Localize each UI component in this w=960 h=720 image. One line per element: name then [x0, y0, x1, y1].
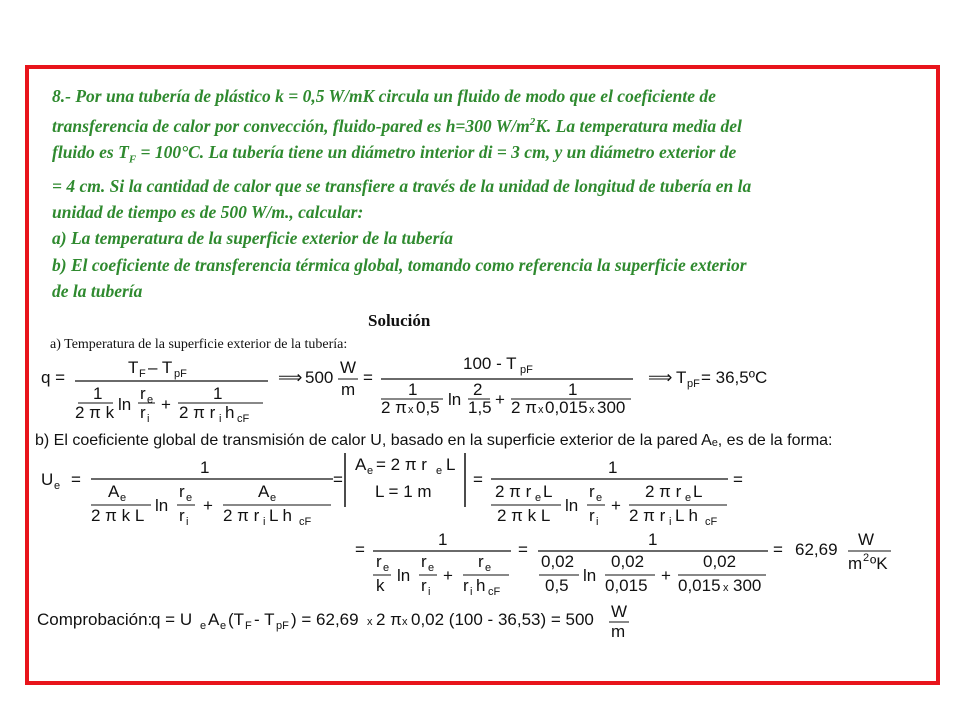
svg-text:+: + — [495, 390, 505, 409]
svg-text:ln: ln — [155, 496, 169, 515]
svg-text:W: W — [858, 530, 875, 549]
problem-line-7: b) El coeficiente de transferencia térmica global, tomando como referencia la superficie exterior — [52, 254, 747, 275]
svg-text:cF: cF — [705, 516, 718, 528]
svg-text:q = U: q = U — [151, 610, 193, 629]
svg-text:T: T — [128, 358, 139, 377]
svg-text:A: A — [108, 482, 120, 501]
svg-text:2: 2 — [473, 380, 483, 399]
svg-text:= 2 π r: = 2 π r — [376, 455, 427, 474]
svg-text:+: + — [203, 496, 213, 515]
svg-text:cF: cF — [237, 413, 250, 425]
svg-text:e: e — [186, 492, 193, 504]
svg-text:L = 1 m: L = 1 m — [375, 482, 432, 501]
svg-text:=: = — [355, 540, 365, 559]
svg-text:A: A — [258, 482, 270, 501]
svg-text:x: x — [723, 582, 729, 594]
svg-text:ºK: ºK — [870, 554, 888, 573]
svg-text:q =: q = — [41, 368, 66, 387]
equations-image — [33, 355, 923, 655]
svg-text:T: T — [676, 368, 687, 387]
svg-text:x: x — [589, 404, 595, 416]
svg-text:2 π: 2 π — [381, 398, 407, 417]
svg-text:+: + — [611, 496, 621, 515]
svg-text:(T: (T — [228, 610, 245, 629]
svg-text:i: i — [186, 516, 189, 528]
svg-text:e: e — [120, 492, 127, 504]
svg-text:i: i — [263, 516, 266, 528]
svg-text:L: L — [446, 455, 456, 474]
svg-text:r: r — [589, 506, 595, 525]
svg-text:0,015: 0,015 — [545, 398, 588, 417]
svg-text:1: 1 — [408, 380, 418, 399]
svg-text:e: e — [220, 620, 227, 632]
problem-line-2: transferencia de calor por convección, fluido-pared es h=300 $W/m^2K$. La temperatura media del — [52, 116, 742, 137]
svg-text:⟹: ⟹ — [278, 368, 303, 387]
svg-text:0,015: 0,015 — [605, 576, 648, 595]
svg-text:1: 1 — [568, 380, 578, 399]
svg-text:0,015: 0,015 — [678, 576, 721, 595]
svg-text:1: 1 — [93, 384, 103, 403]
problem-line-8: de la tubería — [52, 280, 143, 301]
svg-text:L: L — [693, 482, 703, 501]
svg-text:pF: pF — [520, 364, 533, 376]
svg-text:2 π: 2 π — [376, 610, 402, 629]
svg-text:– T: – T — [148, 358, 173, 377]
svg-text:r: r — [421, 576, 427, 595]
svg-text:=: = — [518, 540, 528, 559]
svg-text:ln: ln — [583, 566, 597, 585]
problem-line-6: a) La temperatura de la superficie exterior de la tubería — [52, 228, 453, 249]
svg-text:i: i — [219, 413, 222, 425]
svg-text:2 π k L: 2 π k L — [497, 506, 551, 525]
problem-line-3: fluido es $T_F = 100^\circ C$. La tubería tiene un diámetro interior di = 3 cm, y un diámetro exterior de — [52, 142, 737, 166]
svg-text:+: + — [443, 566, 453, 585]
svg-text:x: x — [408, 404, 414, 416]
svg-text:e: e — [367, 465, 374, 477]
svg-text:i: i — [596, 516, 599, 528]
svg-text:e: e — [535, 492, 542, 504]
svg-text:ln: ln — [397, 566, 411, 585]
svg-text:) = 62,69: ) = 62,69 — [291, 610, 359, 629]
svg-text:0,5: 0,5 — [545, 576, 569, 595]
svg-text:=: = — [333, 470, 343, 489]
svg-text:⟹: ⟹ — [648, 368, 673, 387]
svg-text:h: h — [476, 576, 486, 595]
svg-text:e: e — [436, 465, 443, 477]
svg-text:0,02: 0,02 — [703, 552, 737, 571]
svg-text:A: A — [208, 610, 220, 629]
svg-text:500: 500 — [305, 368, 334, 387]
problem-line-5: unidad de tiempo es de 500 W/m., calcular: — [52, 202, 364, 223]
svg-text:pF: pF — [276, 620, 289, 632]
svg-text:r: r — [463, 576, 469, 595]
svg-text:ln: ln — [448, 390, 462, 409]
svg-text:W: W — [340, 358, 357, 377]
svg-text:1: 1 — [200, 458, 210, 477]
svg-text:- T: - T — [254, 610, 275, 629]
part-b-label: b) El coeficiente global de transmisión de calor U, basado en la superficie exterior de la pared Aₑ, es de la forma: — [35, 432, 833, 449]
svg-text:=: = — [733, 470, 743, 489]
svg-text:0,02: 0,02 — [611, 552, 645, 571]
svg-text:2 π r: 2 π r — [629, 506, 666, 525]
svg-text:2 π: 2 π — [511, 398, 537, 417]
equations-svg — [33, 355, 923, 655]
svg-text:0,02: 0,02 — [541, 552, 575, 571]
svg-text:L h: L h — [269, 506, 293, 525]
problem-line-4: = 4 cm. Si la cantidad de calor que se transfiere a través de la unidad de longitud de tubería en la — [52, 175, 752, 196]
svg-text:e: e — [596, 492, 603, 504]
svg-text:x: x — [538, 404, 544, 416]
svg-text:=: = — [773, 540, 783, 559]
svg-text:1: 1 — [608, 458, 618, 477]
svg-text:+: + — [161, 395, 171, 414]
svg-text:r: r — [589, 482, 595, 501]
svg-text:r: r — [179, 506, 185, 525]
svg-text:m: m — [341, 380, 356, 399]
svg-text:r: r — [421, 552, 427, 571]
svg-text:2: 2 — [863, 552, 870, 564]
svg-text:A: A — [355, 455, 367, 474]
svg-text:300: 300 — [733, 576, 762, 595]
svg-text:h: h — [225, 403, 235, 422]
svg-text:r: r — [179, 482, 185, 501]
svg-text:r: r — [140, 403, 146, 422]
svg-text:1: 1 — [213, 384, 223, 403]
svg-text:=: = — [71, 470, 81, 489]
svg-text:2 π k: 2 π k — [75, 403, 115, 422]
part-a-label: a) Temperatura de la superficie exterior de la tubería: — [50, 337, 348, 352]
svg-text:+: + — [661, 566, 671, 585]
svg-text:1: 1 — [438, 530, 448, 549]
svg-text:0,02 (100 - 36,53) = 500: 0,02 (100 - 36,53) = 500 — [411, 610, 594, 629]
svg-text:e: e — [147, 394, 154, 406]
svg-text:i: i — [147, 413, 150, 425]
svg-text:e: e — [54, 480, 61, 492]
svg-text:L: L — [543, 482, 553, 501]
svg-text:1,5: 1,5 — [468, 398, 492, 417]
svg-text:m: m — [848, 554, 863, 573]
svg-text:i: i — [669, 516, 672, 528]
svg-text:2 π k L: 2 π k L — [91, 506, 145, 525]
svg-text:2 π r: 2 π r — [179, 403, 216, 422]
svg-text:1: 1 — [648, 530, 658, 549]
svg-text:= 36,5ºC: = 36,5ºC — [701, 368, 768, 387]
svg-text:pF: pF — [174, 368, 187, 380]
svg-text:e: e — [685, 492, 692, 504]
result-b: 62,69 — [795, 540, 838, 559]
svg-text:=: = — [363, 368, 373, 387]
svg-text:W: W — [611, 602, 628, 621]
solution-title: Solución — [368, 311, 431, 330]
svg-text:ln: ln — [118, 395, 132, 414]
svg-text:r: r — [376, 552, 382, 571]
svg-text:300: 300 — [597, 398, 626, 417]
problem-line-1: 8.- Por una tubería de plástico k = 0,5 W/mK circula un fluido de modo que el coeficiente de — [52, 86, 716, 106]
svg-text:k: k — [376, 576, 385, 595]
svg-text:=: = — [473, 470, 483, 489]
svg-text:2 π r: 2 π r — [223, 506, 260, 525]
svg-text:L h: L h — [675, 506, 699, 525]
svg-text:F: F — [139, 368, 146, 380]
svg-text:cF: cF — [299, 516, 312, 528]
svg-text:U: U — [41, 470, 54, 489]
svg-text:2 π r: 2 π r — [495, 482, 532, 501]
svg-text:cF: cF — [488, 586, 501, 598]
svg-text:2 π r: 2 π r — [645, 482, 682, 501]
svg-text:i: i — [470, 586, 473, 598]
svg-text:0,5: 0,5 — [416, 398, 440, 417]
svg-text:e: e — [485, 562, 492, 574]
svg-text:100 - T: 100 - T — [463, 355, 517, 373]
check-label: Comprobación: — [37, 610, 153, 629]
svg-text:e: e — [428, 562, 435, 574]
svg-text:e: e — [200, 620, 207, 632]
svg-text:i: i — [428, 586, 431, 598]
svg-text:ln: ln — [565, 496, 579, 515]
svg-text:r: r — [478, 552, 484, 571]
svg-text:x: x — [402, 616, 408, 628]
svg-text:pF: pF — [687, 378, 700, 390]
svg-text:F: F — [245, 620, 252, 632]
svg-text:r: r — [140, 384, 146, 403]
problem-statement — [52, 83, 912, 304]
svg-text:e: e — [270, 492, 277, 504]
svg-text:m: m — [611, 622, 626, 641]
svg-text:e: e — [383, 562, 390, 574]
svg-text:x: x — [367, 616, 373, 628]
